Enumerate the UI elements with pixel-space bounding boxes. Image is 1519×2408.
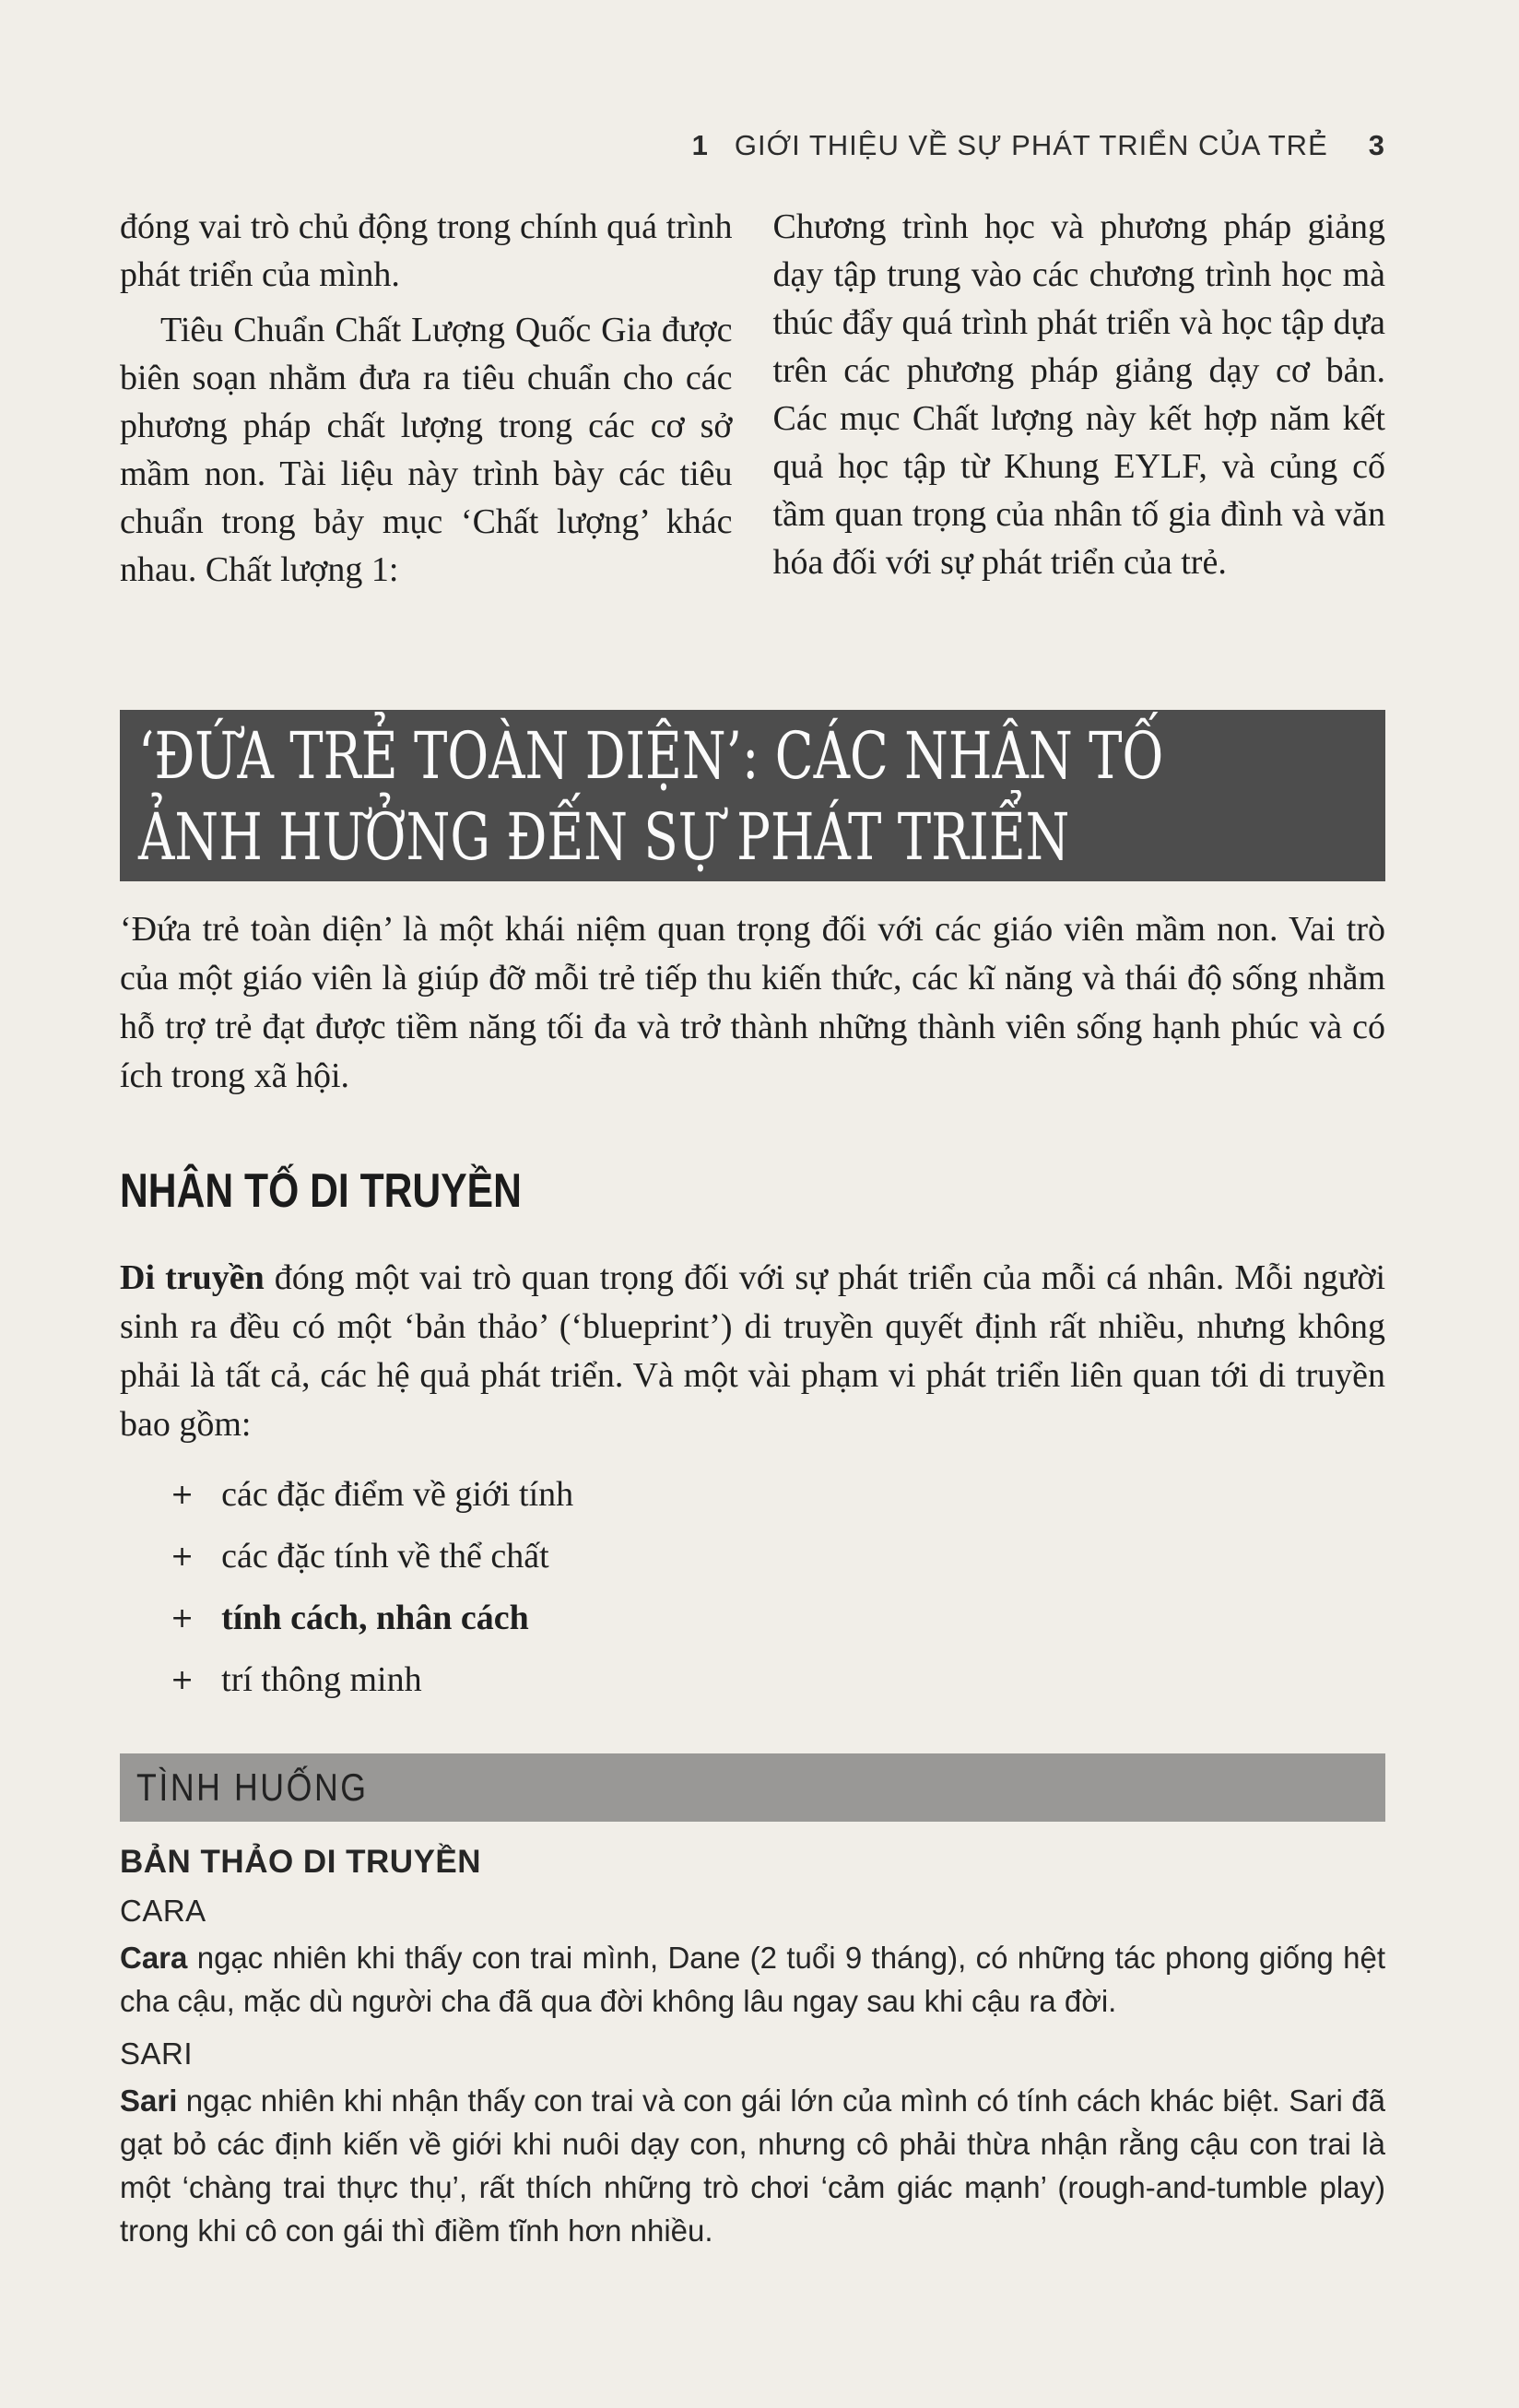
list-item: + trí thông minh [171,1649,573,1711]
list-item: + tính cách, nhân cách [171,1588,573,1649]
chapter-title: GIỚI THIỆU VỀ SỰ PHÁT TRIỂN CỦA TRẺ [734,129,1328,161]
page-number: 3 [1368,129,1385,161]
right-paragraph-1: Chương trình học và phương pháp giảng dạy tập trung vào các chương trình học mà thúc đẩy quá trình phát triển và học tập dựa trên các phương pháp giảng dạy cơ bản. Các mục Chất lượng này kết hợp năm kết quả học tập từ Khung EYLF, và củng cố tầm quan trọng của nhân tố gia đình và văn hóa đối với sự phát triển của trẻ. [772,207,1385,582]
plus-bullet-icon: + [171,1540,194,1573]
plus-bullet-icon: + [171,1664,194,1696]
title-line-2: ẢNH HƯỞNG ĐẾN SỰ PHÁT TRIỂN [138,799,1070,875]
case-story: Sari ngạc nhiên khi nhận thấy con trai và con gái lớn của mình có tính cách khác biệt. Sari đã gạt bỏ các định kiến về giới khi nuôi dạy con, nhưng cô phải thừa nhận rằng cậu con trai là một ‘chàng trai thực thụ’, rất thích những trò chơi ‘cảm giác mạnh’ (rough-and-tumble play) trong khi cô con gái thì điềm tĩnh hơn nhiều. [120,2083,1385,2248]
running-header [692,129,1385,162]
two-column-text [120,203,1385,594]
right-column [773,203,1386,594]
case-person-name: SARI [120,2036,194,2071]
list-item: + các đặc tính về thể chất [171,1526,573,1588]
left-paragraph-2: Tiêu Chuẩn Chất Lượng Quốc Gia được biên soạn nhằm đưa ra tiêu chuẩn cho các phương pháp chất lượng trong các cơ sở mầm non. Tài liệu này trình bày các tiêu chuẩn trong bảy mục ‘Chất lượng’ khác nhau. Chất lượng 1: [120,311,733,589]
title-line-1: ‘ĐỨA TRẺ TOÀN DIỆN’: CÁC NHÂN TỐ [138,718,1164,794]
case-person-name: CARA [120,1894,206,1928]
plus-bullet-icon: + [171,1479,194,1511]
left-paragraph-1: đóng vai trò chủ động trong chính quá trình phát triển của mình. [120,207,733,294]
trait-list [171,1464,573,1711]
genetics-body: đóng một vai trò quan trọng đối với sự phát triển của mỗi cá nhân. Mỗi người sinh ra đều có một ‘bản thảo’ (‘blueprint’) di truyền quyết định rất nhiều, nhưng không phải là tất cả, các hệ quả phát triển. Và một vài phạm vi phát triển liên quan tới di truyền bao gồm: [120,1258,1385,1444]
intro-paragraph: ‘Đứa trẻ toàn diện’ là một khái niệm quan trọng đối với các giáo viên mầm non. Vai trò của một giáo viên là giúp đỡ mỗi trẻ tiếp thu kiến thức, các kĩ năng và thái độ sống nhằm hỗ trợ trẻ đạt được tiềm năng tối đa và trở thành những thành viên sống hạnh phúc và có ích trong xã hội. [120,910,1385,1095]
case-story: Cara ngạc nhiên khi thấy con trai mình, Dane (2 tuổi 9 tháng), có những tác phong giống hệt cha cậu, mặc dù người cha đã qua đời không lâu ngay sau khi cậu ra đời. [120,1941,1385,2018]
case-study-title: BẢN THẢO DI TRUYỀN [120,1844,482,1880]
case-study-box [120,1840,1385,2261]
chapter-section-title [120,710,1385,881]
left-column [120,203,733,594]
genetics-lead-term: Di truyền [120,1258,265,1297]
section-heading: NHÂN TỐ DI TRUYỀN [120,1164,522,1218]
case-study-label: TÌNH HUỐNG [120,1753,1385,1822]
plus-bullet-icon: + [171,1602,194,1635]
chapter-number: 1 [691,129,709,161]
genetics-paragraph [120,1254,1385,1449]
list-item: + các đặc điểm về giới tính [171,1464,573,1526]
